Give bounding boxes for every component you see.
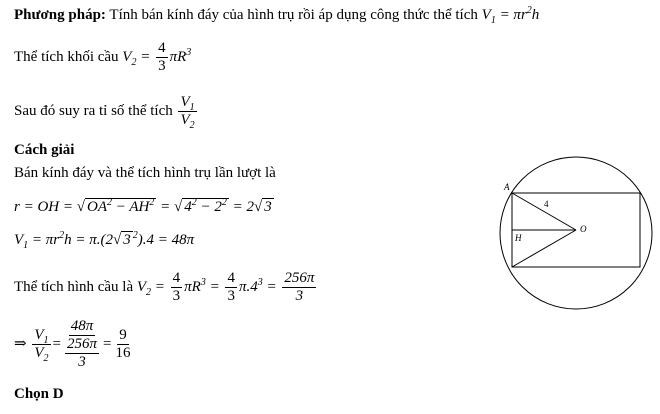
sphere-volume-intro: Thể tích hình cầu là [14,278,134,295]
label-radius: 4 [544,199,549,209]
method-label: Phương pháp: [14,7,106,23]
label-h: H [515,233,522,243]
solution-intro: Bán kính đáy và thể tích hình trụ lần lượt là [14,165,276,181]
ratio-intro: Sau đó suy ra tỉ số thể tích [14,102,173,119]
label-o: O [580,224,587,234]
fraction-v1-v2: $\frac{V_1}{V_2}$ [180,94,195,131]
answer: Chọn D [14,386,64,402]
sphere-cylinder-figure [496,150,656,310]
segment-o-bottom [512,230,576,267]
cylinder-volume-line: $V_1 = \pi r^2h = \pi.(2√$ 3 $^2$).4 = 48π [14,230,195,251]
method-text: Tính bán kính đáy của hình trụ rồi áp dụng công thức thể tích [105,7,482,23]
cylinder-volume-formula: $V_1 = \pi r^2h$ [481,5,540,26]
ratio-line [14,94,199,129]
sphere-formula-line: Thể tích khối cầu $V_2$ = $\frac{4}{3}$ $\pi R^3$ [14,40,192,74]
radius-line: r = OH = √ $OA^2 - AH^2$ = √ $4^2 - 2^2 = 2√$ 3 [14,197,272,215]
solution-heading: Cách giải [14,142,75,158]
sphere-formula-intro: Thể tích khối cầu [14,48,119,65]
method-line [14,5,539,25]
fraction-four-thirds: $\frac{4}{3}$ [158,40,166,74]
sphere-volume-result: $\frac{256\pi}{3}$ [284,270,315,304]
sphere-volume-line: Thể tích hình cầu là $V_2$ = $\frac{4}{3}$ $\pi R^3$ = $\frac{4}{3}$ $\pi.4^3$ = $\frac{256\pi}{3}$ [14,270,315,304]
sphere-outline [500,157,652,309]
label-a: A [504,182,510,192]
ratio-result-line: ⇒ $\frac{V_1}{V_2}$ = $\frac{48\pi}{\frac{256\pi}{3}}$ = $\frac{9}{16}$ [14,318,131,370]
